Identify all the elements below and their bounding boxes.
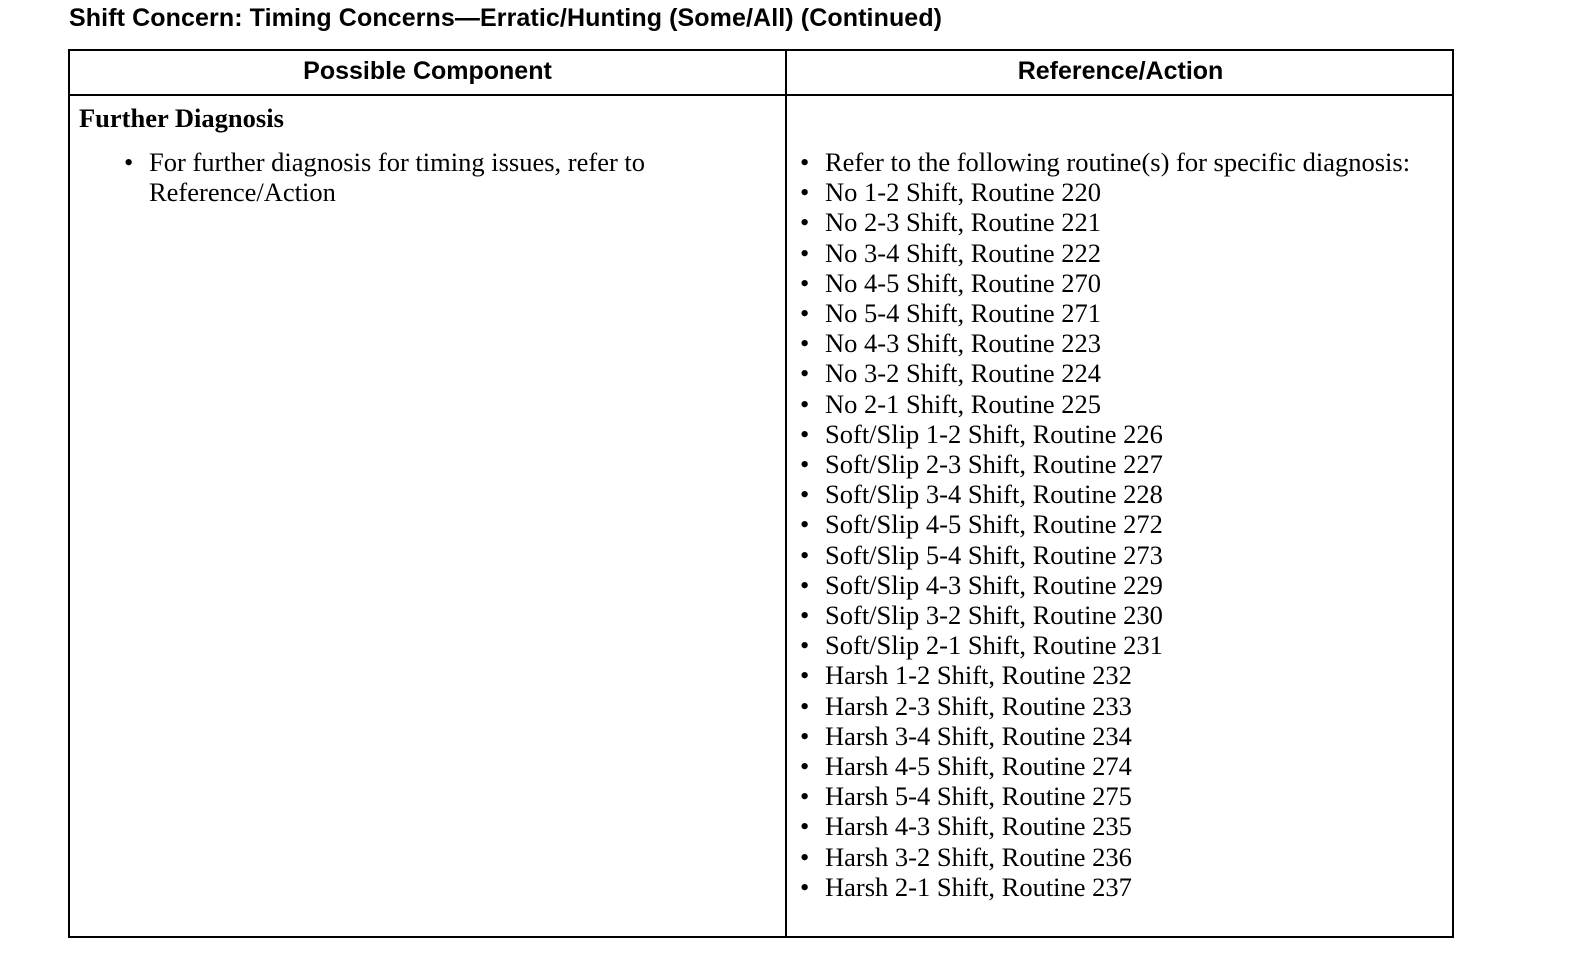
bullet-icon: •: [800, 388, 810, 419]
action-list-item: [800, 721, 1430, 751]
action-list: [800, 147, 1430, 902]
action-item-text: Soft/Slip 1-2 Shift, Routine 226: [825, 418, 1163, 449]
bullet-icon: •: [800, 177, 810, 208]
bullet-icon: •: [800, 871, 810, 902]
action-list-item: [800, 177, 1430, 207]
action-item-text: Harsh 3-4 Shift, Routine 234: [825, 720, 1132, 751]
bullet-icon: •: [800, 781, 810, 812]
action-item-text: Harsh 1-2 Shift, Routine 232: [825, 660, 1132, 691]
action-list-item: [800, 811, 1430, 841]
action-item-text: Soft/Slip 2-1 Shift, Routine 231: [825, 630, 1163, 661]
action-item-text: Harsh 4-3 Shift, Routine 235: [825, 811, 1132, 842]
bullet-icon: •: [800, 569, 810, 600]
action-list-item: [800, 147, 1430, 177]
bullet-icon: •: [800, 358, 810, 389]
action-item-text: No 3-2 Shift, Routine 224: [825, 358, 1102, 389]
action-list-item: [800, 449, 1430, 479]
action-item-text: No 4-3 Shift, Routine 223: [825, 328, 1102, 359]
bullet-icon: •: [800, 690, 810, 721]
action-item-text: Harsh 2-1 Shift, Routine 237: [825, 871, 1132, 902]
action-list-item: [800, 872, 1430, 902]
action-list-item: [800, 298, 1430, 328]
diagnosis-table: [68, 49, 1454, 938]
action-list-item: [800, 509, 1430, 539]
bullet-icon: •: [800, 147, 810, 177]
section-title: Further Diagnosis: [79, 103, 284, 133]
bullet-icon: •: [800, 509, 810, 540]
bullet-icon: •: [800, 298, 810, 329]
action-list-item: [800, 600, 1430, 630]
bullet-icon: •: [800, 600, 810, 631]
bullet-icon: •: [800, 539, 810, 570]
action-item-text: No 2-1 Shift, Routine 225: [825, 388, 1102, 419]
action-item-text: No 2-3 Shift, Routine 221: [825, 207, 1102, 238]
page-title: Shift Concern: Timing Concerns—Erratic/Hunting (Some/All) (Continued): [69, 4, 943, 32]
action-list-item: [800, 630, 1430, 660]
component-list: [124, 147, 724, 207]
action-item-text: No 4-5 Shift, Routine 270: [825, 267, 1102, 298]
bullet-icon: •: [800, 267, 810, 298]
action-list-item: [800, 479, 1430, 509]
action-list-item: [800, 389, 1430, 419]
bullet-icon: •: [800, 237, 810, 268]
action-list-item: [800, 751, 1430, 781]
bullet-icon: •: [800, 811, 810, 842]
action-list-item: [800, 842, 1430, 872]
action-item-text: No 1-2 Shift, Routine 220: [825, 177, 1102, 208]
action-list-item: [800, 268, 1430, 298]
bullet-icon: •: [800, 418, 810, 449]
header-reference-action: Reference/Action: [1017, 57, 1224, 85]
action-item-text: Harsh 2-3 Shift, Routine 233: [825, 690, 1132, 721]
action-list-item: [800, 238, 1430, 268]
component-list-item: [124, 147, 724, 207]
header-possible-component: Possible Component: [303, 57, 552, 85]
action-item-text: Soft/Slip 4-3 Shift, Routine 229: [825, 569, 1163, 600]
bullet-icon: •: [124, 147, 134, 177]
bullet-icon: •: [800, 207, 810, 238]
bullet-icon: •: [800, 328, 810, 359]
action-list-item: [800, 660, 1430, 690]
action-item-text: No 3-4 Shift, Routine 222: [825, 237, 1102, 268]
bullet-icon: •: [800, 720, 810, 751]
action-list-item: [800, 540, 1430, 570]
action-item-text: Soft/Slip 2-3 Shift, Routine 227: [825, 449, 1163, 480]
header-divider: [70, 94, 1452, 96]
action-list-item: [800, 691, 1430, 721]
action-item-text: Soft/Slip 3-4 Shift, Routine 228: [825, 479, 1163, 510]
action-item-text: Harsh 5-4 Shift, Routine 275: [825, 781, 1132, 812]
bullet-icon: •: [800, 660, 810, 691]
action-list-item: [800, 781, 1430, 811]
bullet-icon: •: [800, 479, 810, 510]
action-list-item: [800, 358, 1430, 388]
action-list-item: [800, 570, 1430, 600]
bullet-icon: •: [800, 630, 810, 661]
action-item-text: No 5-4 Shift, Routine 271: [825, 298, 1102, 329]
component-item-text: For further diagnosis for timing issues, refer to Reference/Action: [149, 147, 646, 208]
action-item-text: Harsh 3-2 Shift, Routine 236: [825, 841, 1132, 872]
action-list-item: [800, 328, 1430, 358]
action-list-item: [800, 419, 1430, 449]
action-item-text: Soft/Slip 5-4 Shift, Routine 273: [825, 539, 1163, 570]
bullet-icon: •: [800, 449, 810, 480]
bullet-icon: •: [800, 751, 810, 782]
action-item-text: Soft/Slip 4-5 Shift, Routine 272: [825, 509, 1163, 540]
action-item-text: Soft/Slip 3-2 Shift, Routine 230: [825, 600, 1163, 631]
action-item-text: Refer to the following routine(s) for specific diagnosis:: [825, 147, 1411, 177]
action-list-item: [800, 207, 1430, 237]
column-divider: [785, 51, 787, 936]
bullet-icon: •: [800, 841, 810, 872]
action-item-text: Harsh 4-5 Shift, Routine 274: [825, 751, 1132, 782]
